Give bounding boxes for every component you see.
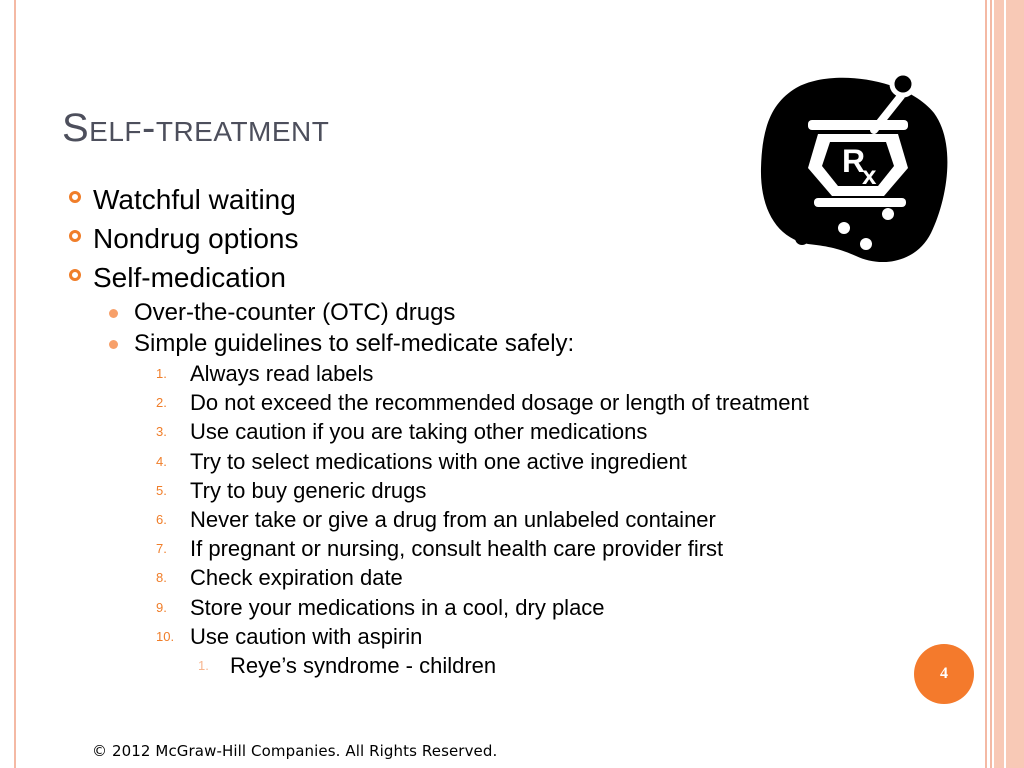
guideline-item xyxy=(156,388,809,417)
list-number: 4. xyxy=(156,453,167,469)
ring-bullet-icon xyxy=(68,229,82,243)
guideline-text: Use caution if you are taking other medications xyxy=(190,419,648,445)
list-number: 6. xyxy=(156,512,167,528)
list-number: 1. xyxy=(156,366,167,381)
bullet-text: Nondrug options xyxy=(93,223,299,254)
guideline-text: Try to buy generic drugs xyxy=(190,477,427,503)
copyright-footer: © 2012 McGraw-Hill Companies. All Rights Reserved. xyxy=(92,742,498,760)
ring-bullet-icon xyxy=(68,268,82,282)
guideline-item xyxy=(156,447,809,476)
guideline-item xyxy=(156,505,809,534)
slide-title: Self-treatment xyxy=(62,106,330,150)
guideline-list xyxy=(156,359,809,680)
list-number: 8. xyxy=(156,570,167,586)
guideline-text: Store your medications in a cool, dry place xyxy=(190,594,605,620)
svg-text:x: x xyxy=(862,160,877,190)
bullet-item xyxy=(68,258,809,680)
list-number: 7. xyxy=(156,541,167,557)
guideline-item xyxy=(156,622,809,680)
guideline-text: Use caution with aspirin xyxy=(190,623,423,649)
bullet-list xyxy=(68,180,809,680)
bullet-text: Self-medication xyxy=(93,262,286,293)
guideline-item xyxy=(156,534,809,563)
sub-bullet-text: Simple guidelines to self-medicate safely: xyxy=(134,330,575,357)
aspirin-note-item xyxy=(198,651,809,680)
guideline-text: Do not exceed the recommended dosage or length of treatment xyxy=(190,390,809,416)
list-number: 3. xyxy=(156,424,167,440)
guideline-item xyxy=(156,476,809,505)
sub-bullet-list xyxy=(109,297,809,680)
ring-bullet-icon xyxy=(68,190,82,204)
aspirin-sublist xyxy=(198,651,809,680)
list-number: 10. xyxy=(156,628,175,644)
dot-bullet-icon xyxy=(109,340,118,349)
guideline-text: If pregnant or nursing, consult health care provider first xyxy=(190,536,724,562)
guideline-item xyxy=(156,593,809,622)
guideline-text: Always read labels xyxy=(190,361,374,386)
sub-bullet-item xyxy=(109,328,809,680)
guideline-text: Never take or give a drug from an unlabeled container xyxy=(190,507,716,533)
svg-text:R: R xyxy=(842,143,866,179)
slide-border-left xyxy=(14,0,16,768)
dot-bullet-icon xyxy=(109,309,118,318)
bullet-item xyxy=(68,219,809,258)
bullet-text: Watchful waiting xyxy=(93,184,296,215)
page-number-badge: 4 xyxy=(914,644,974,704)
guideline-text: Check expiration date xyxy=(190,565,403,591)
list-number: 1. xyxy=(198,658,209,674)
sub-bullet-text: Over-the-counter (OTC) drugs xyxy=(134,299,456,326)
bullet-item xyxy=(68,180,809,219)
guideline-text: Try to select medications with one active ingredient xyxy=(190,448,687,474)
sub-bullet-item xyxy=(109,297,809,328)
list-number: 5. xyxy=(156,482,167,498)
guideline-item xyxy=(156,359,809,388)
list-number: 9. xyxy=(156,599,167,615)
list-number: 2. xyxy=(156,395,167,411)
aspirin-note-text: Reye’s syndrome - children xyxy=(230,653,497,679)
guideline-item xyxy=(156,417,809,446)
slide-border-right xyxy=(982,0,1024,768)
guideline-item xyxy=(156,563,809,592)
